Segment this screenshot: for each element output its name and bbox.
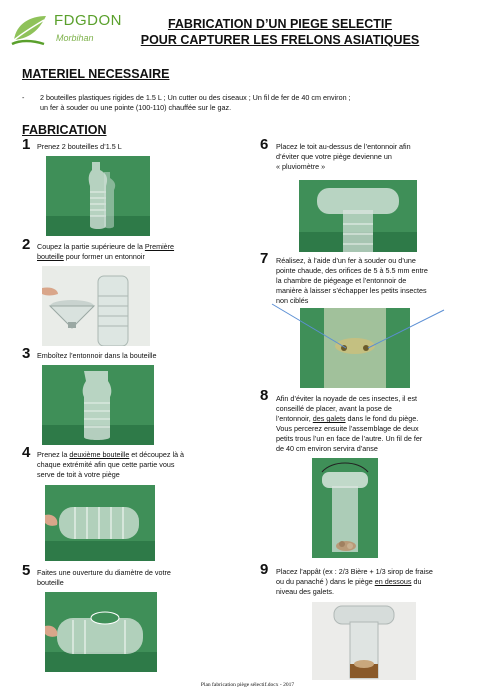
step-9-line-2: ou du panaché ) dans le piège <box>276 577 375 586</box>
step-7-line-1: Réalisez, à l’aide d’un fer à souder ou d’une <box>276 256 416 265</box>
step-4-text <box>37 450 242 480</box>
materials-heading: MATERIEL NECESSAIRE <box>22 67 170 81</box>
step-2-text-a: Coupez la partie supérieure de la <box>37 242 145 251</box>
step-7-line-4: manière à laisser s’échapper les petits insectes <box>276 286 427 295</box>
step-9-line-1: Placez l’appât (ex : 2/3 Bière + 1/3 sirop de fraise <box>276 567 433 576</box>
step-8-number: 8 <box>260 387 269 404</box>
title-line-1: FABRICATION D’UN PIEGE SELECTIF <box>167 17 393 31</box>
step-8-line-3b: dans le fond du piège. <box>345 414 419 423</box>
step-2-text <box>37 242 232 262</box>
materials-line-1: 2 bouteilles plastiques rigides de 1.5 L ; Un cutter ou des ciseaux ; Un fil de fer de 40 cm environ ; <box>40 93 351 102</box>
step-9-line-3: niveau des galets. <box>276 587 334 596</box>
step-4-photo <box>45 485 155 561</box>
step-1-photo <box>46 156 150 236</box>
step-8-line-3a: l’entonnoir, <box>276 414 313 423</box>
step-4-text-underlined: deuxième bouteille <box>69 450 130 459</box>
step-5-photo <box>45 592 157 672</box>
step-8-photo <box>312 458 378 558</box>
logo-subtitle: Morbihan <box>56 33 94 43</box>
step-3-photo <box>42 365 154 445</box>
step-1-number: 1 <box>22 136 31 153</box>
step-4-line-2: chaque extrémité afin que cette partie vous <box>37 460 175 469</box>
step-6-line-2: d’éviter que votre piège devienne un <box>276 152 392 161</box>
step-3-text: Emboîtez l’entonnoir dans la bouteille <box>37 351 157 360</box>
fabrication-heading: FABRICATION <box>22 123 107 137</box>
materials-line-2: un fer à souder ou une pointe (100-110) chauffée sur le gaz. <box>40 103 232 112</box>
step-8-line-6: de 40 cm environ servira d’anse <box>276 444 378 453</box>
logo-name: FDGDON <box>54 12 122 29</box>
title-line-2: POUR CAPTURER LES FRELONS ASIATIQUES <box>140 33 420 47</box>
step-5-line-1: Faites une ouverture du diamètre de votre <box>37 568 171 577</box>
step-9-line-2-underlined: en dessous <box>374 577 412 586</box>
step-4-text-b: et découpez là à <box>129 450 185 459</box>
step-2-text-underlined-1: Première <box>144 242 175 251</box>
step-1-text: Prenez 2 bouteilles d’1.5 L <box>37 142 122 151</box>
step-5-line-2: bouteille <box>37 578 64 587</box>
step-7-line-2: pointe chaude, des orifices de 5 à 5.5 mm entre <box>276 266 428 275</box>
step-8-line-2: conseillé de placer, avant la pose de <box>276 404 392 413</box>
fdgdon-logo <box>10 6 122 56</box>
step-7-line-5: non ciblés <box>276 296 309 305</box>
materials-bullet: - <box>22 93 25 102</box>
page-title <box>130 16 430 48</box>
step-2-number: 2 <box>22 236 31 253</box>
step-8-line-3-underlined: des galets <box>312 414 346 423</box>
step-8-line-1: Afin d’éviter la noyade de ces insectes, il est <box>276 394 418 403</box>
step-6-number: 6 <box>260 136 269 153</box>
step-9-number: 9 <box>260 561 269 578</box>
step-4-text-a: Prenez la <box>37 450 70 459</box>
step-5-number: 5 <box>22 562 31 579</box>
footer-filename: Plan fabrication piège sélectif.docx - 2017 <box>200 682 295 688</box>
step-2-text-b: pour former un entonnoir <box>63 252 145 261</box>
step-7-text <box>276 256 486 306</box>
step-9-photo <box>312 602 416 680</box>
leaf-logo-icon <box>10 10 50 50</box>
step-9-text <box>276 567 486 597</box>
step-6-photo <box>299 180 417 252</box>
step-8-line-4: Vous percerez ensuite l’assemblage de deux <box>276 424 419 433</box>
step-6-text <box>276 142 476 172</box>
step-3-number: 3 <box>22 345 31 362</box>
step-8-line-5: petits trous l’un en face de l’autre. Un fil de fer <box>276 434 423 443</box>
step-8-text <box>276 394 486 454</box>
step-2-text-underlined-2: bouteille <box>37 252 64 261</box>
step-7-arrows <box>268 300 448 350</box>
step-5-text <box>37 568 237 588</box>
step-7-number: 7 <box>260 250 269 267</box>
step-6-line-1: Placez le toit au-dessus de l’entonnoir afin <box>276 142 411 151</box>
step-7-line-3: la chambre de piégeage et l’entonnoir de <box>276 276 407 285</box>
step-2-photo <box>42 266 150 346</box>
step-4-number: 4 <box>22 444 31 461</box>
step-6-line-3: « pluviomètre » <box>276 162 326 171</box>
step-9-line-2b: du <box>411 577 422 586</box>
step-4-line-3: serve de toit à votre piège <box>37 470 120 479</box>
